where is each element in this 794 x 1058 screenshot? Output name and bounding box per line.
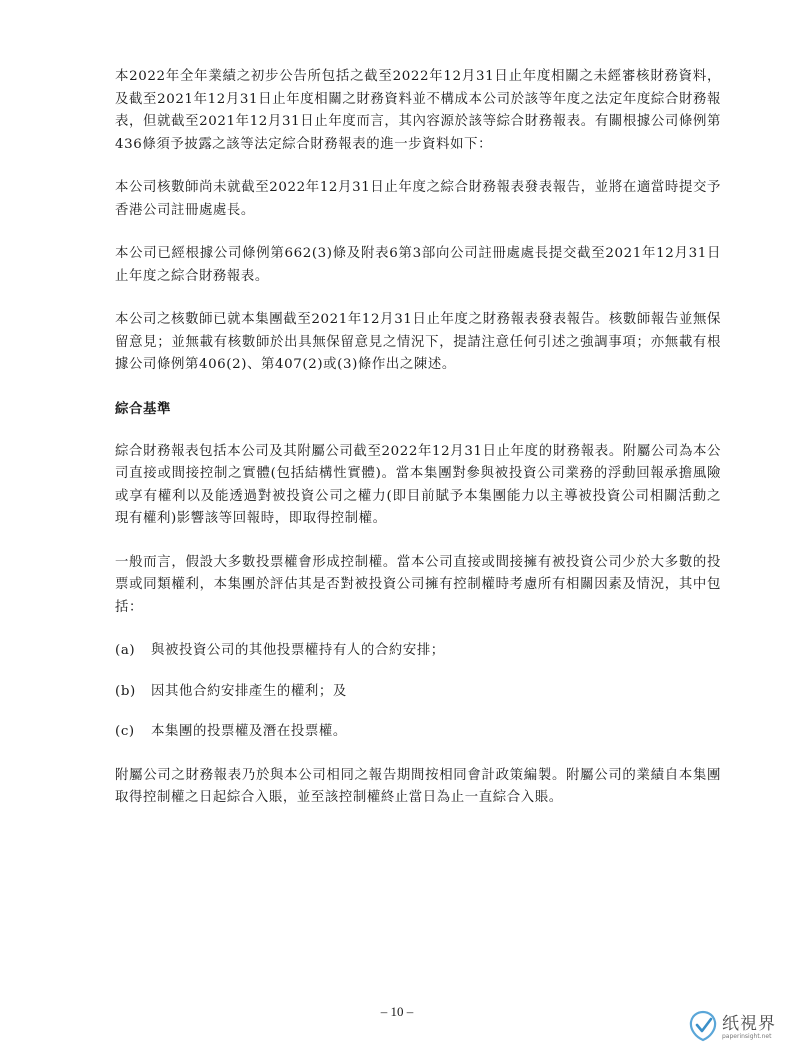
list-item-text: 與被投資公司的其他投票權持有人的合約安排； [151,643,445,658]
paragraph-consolidation-scope: 綜合財務報表包括本公司及其附屬公司截至2022年12月31日止年度的財務報表。附屬公司為本公司直接或間接控制之實體(包括結構性實體)。當本集團對參與被投資公司業務的浮動回報承擔風險或享有權利以及能透過對被投資公司之權力(即目前賦予本集團能力以主導被投資公司相關活動之現有權利)影響該等回報時，即取得控制權。 [115,443,721,526]
list-item [115,681,721,704]
paragraph-auditor-opinion: 本公司之核數師已就本集團截至2021年12月31日止年度之財務報表發表報告。核數師報告並無保留意見；並無載有核數師於出具無保留意見之情況下，提請注意任何引述之強調事項；亦無載有根據公司條例第406(2)、第407(2)或(3)條作出之陳述。 [115,312,721,372]
document-body [115,66,721,810]
list-item [115,721,721,744]
list-item [115,640,721,663]
paragraph-voting-rights: 一般而言，假設大多數投票權會形成控制權。當本公司直接或間接擁有被投資公司少於大多數的投票或同類權利，本集團於評估其是否對被投資公司擁有控制權時考慮所有相關因素及情況，其中包括： [115,554,721,615]
paragraph-preliminary-results: 本2022年全年業績之初步公告所包括之截至2022年12月31日止年度相關之未經審核財務資料，及截至2021年12月31日止年度相關之財務資料並不構成本公司於該等年度之法定年度綜合財務報表，但就截至2021年12月31日止年度而言，其內容源於該等綜合財務報表。有關根據公司條例第436條須予披露之該等法定綜合財務報表的進一步資料如下： [115,69,721,152]
list-item-label: (a) [115,643,136,658]
list-item-label: (b) [115,683,136,699]
paragraph-registrar-delivery: 本公司已經根據公司條例第662(3)條及附表6第3部向公司註冊處處長提交截至2021年12月31日止年度之綜合財務報表。 [115,246,721,284]
paragraph-auditor-report-pending: 本公司核數師尚未就截至2022年12月31日止年度之綜合財務報表發表報告，並將在適當時提交予香港公司註冊處處長。 [115,180,721,218]
watermark-logo [688,1008,780,1048]
list-item-label: (c) [115,724,135,739]
section-heading-basis-of-consolidation: 綜合基準 [115,400,171,417]
list-item-text: 因其他合約安排產生的權利；及 [151,683,347,699]
list-item-text: 本集團的投票權及潛在投票權。 [151,724,347,739]
page-number: – 10 – [380,1004,414,1019]
watermark-title: 纸視界 [722,1014,776,1034]
shield-check-logo-icon [688,1010,718,1046]
watermark-url: paperinsight.net [722,1033,772,1040]
paragraph-subsidiary-statements: 附屬公司之財務報表乃於與本公司相同之報告期間按相同會計政策編製。附屬公司的業績自本集團取得控制權之日起綜合入賬，並至該控制權終止當日為止一直綜合入賬。 [115,767,721,805]
